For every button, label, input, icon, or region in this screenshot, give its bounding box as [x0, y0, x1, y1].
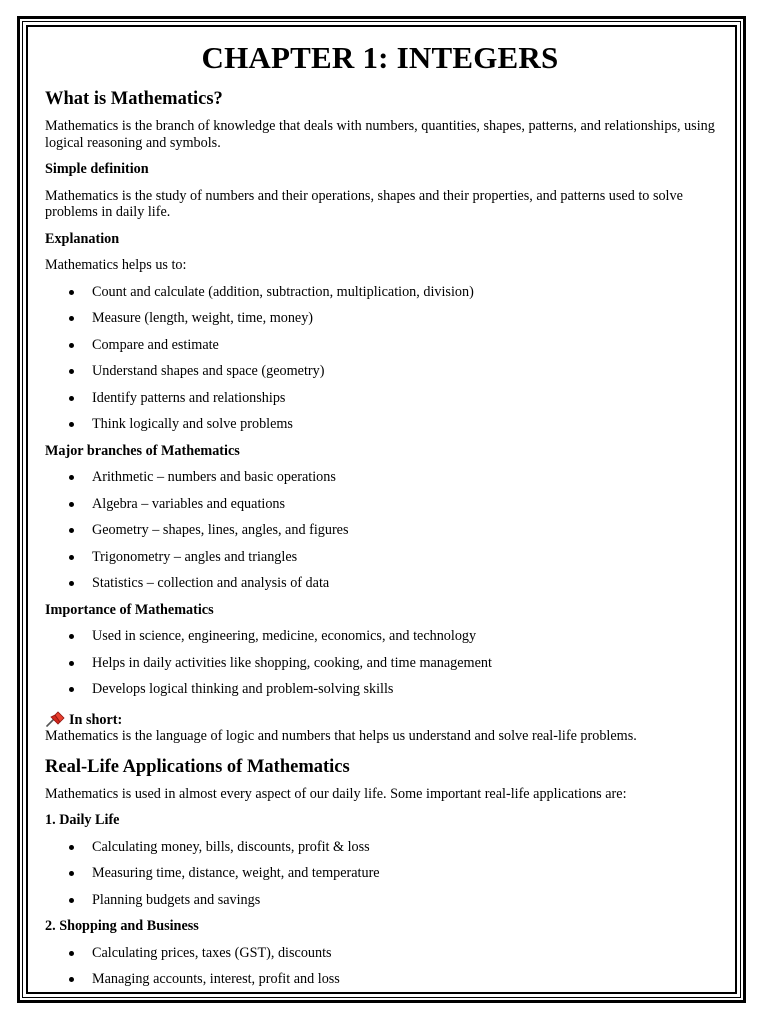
- heading-daily-life: 1. Daily Life: [45, 812, 120, 828]
- list-branches: [45, 469, 715, 592]
- paragraph-simple-definition: Mathematics is the study of numbers and their operations, shapes and their properties, and patterns used to solve problems in daily life.: [45, 187, 683, 220]
- list-item: Think logically and solve problems: [45, 416, 715, 433]
- list-item: Count and calculate (addition, subtraction, multiplication, division): [45, 284, 715, 301]
- list-item: Statistics – collection and analysis of data: [45, 575, 715, 592]
- paragraph-applications-intro: Mathematics is used in almost every aspect of our daily life. Some important real-life applications are:: [45, 785, 627, 802]
- list-item: Understand shapes and space (geometry): [45, 363, 715, 380]
- in-short-label: In short:: [69, 711, 123, 728]
- list-item: Identify patterns and relationships: [45, 390, 715, 407]
- list-daily-life: [45, 839, 715, 909]
- list-item: Trigonometry – angles and triangles: [45, 549, 715, 566]
- heading-simple-definition: Simple definition: [45, 161, 149, 177]
- heading-what-is-math: What is Mathematics?: [45, 89, 223, 109]
- paragraph-explanation: Mathematics helps us to:: [45, 257, 187, 273]
- chapter-title: CHAPTER 1: INTEGERS: [201, 40, 559, 75]
- paragraph-in-short: Mathematics is the language of logic and numbers that helps us understand and solve real-life problems.: [45, 728, 637, 744]
- list-item: Algebra – variables and equations: [45, 496, 715, 513]
- list-item: Calculating money, bills, discounts, profit & loss: [45, 839, 715, 856]
- heading-major-branches: Major branches of Mathematics: [45, 442, 240, 459]
- list-item: Arithmetic – numbers and basic operations: [45, 469, 715, 486]
- list-item: Develops logical thinking and problem-solving skills: [45, 681, 715, 698]
- list-shopping-business: [45, 945, 715, 988]
- list-item: Planning budgets and savings: [45, 892, 715, 909]
- pushpin-icon: [45, 711, 65, 727]
- page-content: [45, 36, 715, 988]
- heading-explanation: Explanation: [45, 230, 120, 247]
- list-item: Managing accounts, interest, profit and loss: [45, 971, 715, 988]
- list-item: Used in science, engineering, medicine, economics, and technology: [45, 628, 715, 645]
- in-short-line: [45, 711, 715, 729]
- heading-shopping-business: 2. Shopping and Business: [45, 918, 199, 934]
- list-item: Geometry – shapes, lines, angles, and figures: [45, 522, 715, 539]
- list-item: Calculating prices, taxes (GST), discounts: [45, 945, 715, 962]
- list-item: Compare and estimate: [45, 337, 715, 354]
- list-helps: [45, 284, 715, 433]
- heading-real-life-applications: Real-Life Applications of Mathematics: [45, 756, 350, 777]
- paragraph-intro: Mathematics is the branch of knowledge that deals with numbers, quantities, shapes, patterns, and relationships, using logical reasoning and symbols.: [45, 118, 715, 151]
- list-item: Measuring time, distance, weight, and temperature: [45, 865, 715, 882]
- list-importance: [45, 628, 715, 698]
- list-item: Measure (length, weight, time, money): [45, 310, 715, 327]
- heading-importance: Importance of Mathematics: [45, 601, 214, 618]
- list-item: Helps in daily activities like shopping, cooking, and time management: [45, 655, 715, 672]
